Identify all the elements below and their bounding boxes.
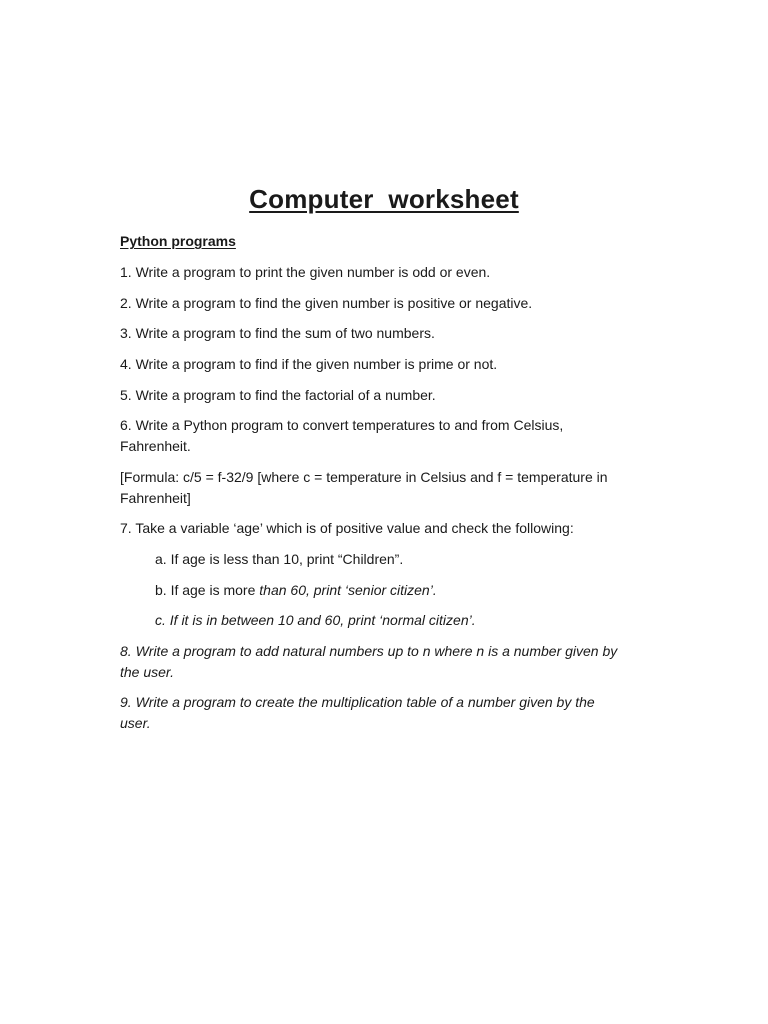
question-5: 5. Write a program to find the factorial of a number. [120, 387, 436, 403]
page-title: Computer worksheet [249, 184, 519, 214]
question-7a: a. If age is less than 10, print “Children”. [155, 551, 404, 567]
question-2: 2. Write a program to find the given number is positive or negative. [120, 295, 533, 311]
question-8-line-1: 8. Write a program to add natural numbers up to n where n is a number given by [120, 643, 618, 659]
question-7c: c. If it is in between 10 and 60, print ‘normal citizen’. [155, 612, 476, 628]
question-6-line-1: 6. Write a Python program to convert temperatures to and from Celsius, [120, 417, 564, 433]
question-9-line-2: user. [120, 715, 151, 731]
question-7b [155, 580, 437, 601]
question-7: 7. Take a variable ‘age’ which is of positive value and check the following: [120, 520, 574, 536]
question-3: 3. Write a program to find the sum of two numbers. [120, 325, 435, 341]
question-7b-normal: b. If age is more [155, 582, 260, 598]
question-7b-italic: than 60, print ‘senior citizen’. [259, 582, 437, 598]
question-4: 4. Write a program to find if the given number is prime or not. [120, 356, 498, 372]
question-1: 1. Write a program to print the given number is odd or even. [120, 264, 491, 280]
question-8-line-2: the user. [120, 664, 174, 680]
question-6-line-2: Fahrenheit. [120, 438, 191, 454]
formula-line-1: [Formula: c/5 = f-32/9 [where c = temperature in Celsius and f = temperature in [120, 469, 608, 485]
question-9-line-1: 9. Write a program to create the multiplication table of a number given by the [120, 694, 595, 710]
formula-line-2: Fahrenheit] [120, 490, 191, 506]
section-heading: Python programs [120, 233, 236, 249]
